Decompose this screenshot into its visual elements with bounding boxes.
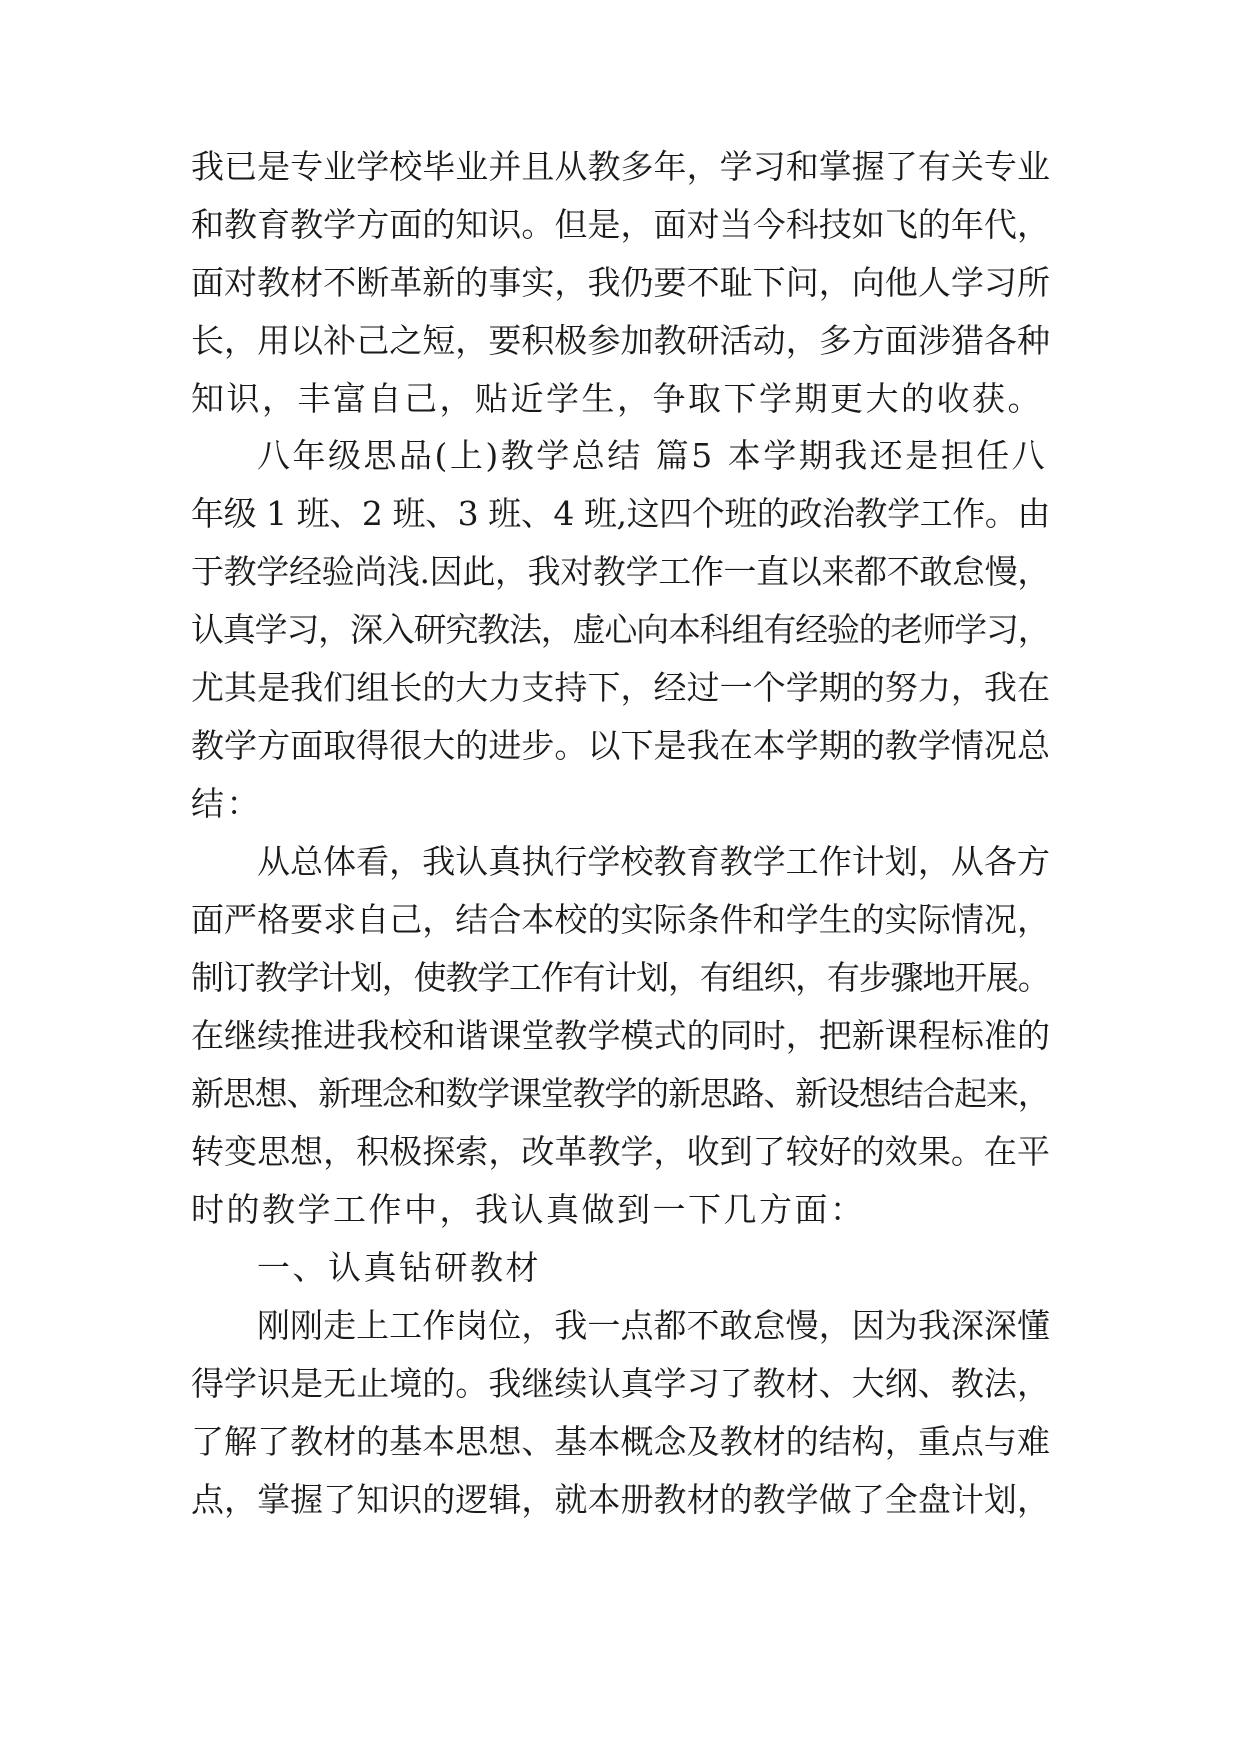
text-line: 年级 1 班、2 班、3 班、4 班,这四个班的政治教学工作。由 [191, 494, 1050, 533]
text-line: 了解了教材的基本思想、基本概念及教材的结构，重点与难 [191, 1422, 1050, 1461]
text-line: 教学方面取得很大的进步。以下是我在本学期的教学情况总 [191, 726, 1050, 765]
text-line: 和教育教学方面的知识。但是，面对当今科技如飞的年代， [191, 205, 1050, 244]
text-line: 我已是专业学校毕业并且从教多年，学习和掌握了有关专业 [191, 147, 1050, 186]
text-line: 得学识是无止境的。我继续认真学习了教材、大纲、教法， [191, 1364, 1050, 1403]
text-line: 面严格要求自己，结合本校的实际条件和学生的实际情况， [191, 900, 1050, 939]
text-line: 认真学习，深入研究教法，虚心向本科组有经验的老师学习， [191, 610, 1050, 649]
text-line: 结： [191, 784, 262, 823]
text-line: 一、认真钻研教材 [257, 1248, 541, 1287]
text-line: 点，掌握了知识的逻辑，就本册教材的教学做了全盘计划， [191, 1480, 1050, 1519]
text-line: 从总体看，我认真执行学校教育教学工作计划，从各方 [257, 842, 1050, 881]
text-line: 知识，丰富自己，贴近学生，争取下学期更大的收获。 [191, 379, 1043, 418]
text-line: 制订教学计划，使教学工作有计划，有组织，有步骤地开展。 [191, 958, 1050, 997]
text-line: 尤其是我们组长的大力支持下，经过一个学期的努力，我在 [191, 668, 1050, 707]
text-line: 于教学经验尚浅.因此，我对教学工作一直以来都不敢怠慢， [191, 552, 1050, 591]
text-line: 新思想、新理念和数学课堂教学的新思路、新设想结合起来， [191, 1074, 1050, 1113]
text-line: 面对教材不断革新的事实，我仍要不耻下问，向他人学习所 [191, 263, 1050, 302]
text-line: 刚刚走上工作岗位，我一点都不敢怠慢，因为我深深懂 [257, 1306, 1050, 1345]
text-line: 转变思想，积极探索，改革教学，收到了较好的效果。在平 [191, 1132, 1050, 1171]
text-line: 时的教学工作中，我认真做到一下几方面： [191, 1190, 866, 1229]
text-line: 长，用以补己之短，要积极参加教研活动，多方面涉猎各种 [191, 321, 1050, 360]
text-line: 在继续推进我校和谐课堂教学模式的同时，把新课程标准的 [191, 1016, 1050, 1055]
text-line: 八年级思品(上)教学总结 篇5 本学期我还是担任八 [257, 436, 1048, 475]
